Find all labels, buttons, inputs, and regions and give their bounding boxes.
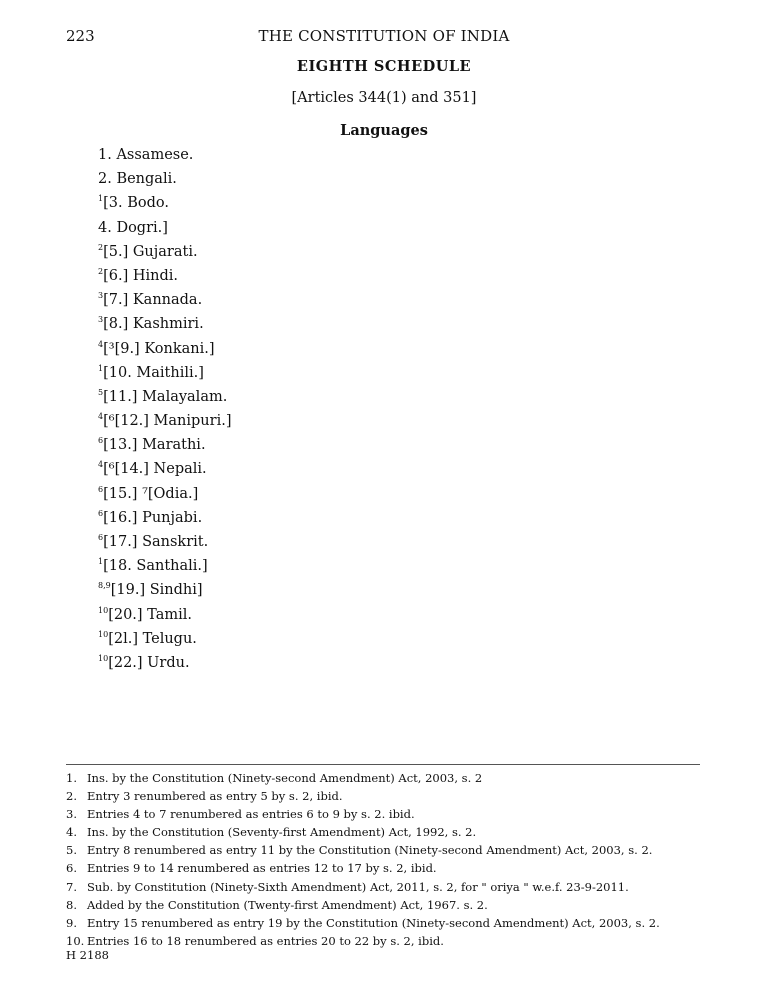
language-entry xyxy=(98,459,231,483)
footnote-mark: 2 xyxy=(98,266,104,276)
language-entry xyxy=(98,242,231,266)
language-text: [19.] Sindhi] xyxy=(110,582,203,599)
language-entry xyxy=(98,605,231,629)
language-entry xyxy=(98,193,231,217)
language-entry xyxy=(98,629,231,653)
language-entry xyxy=(98,145,231,169)
language-entry xyxy=(98,363,231,387)
language-text: 1. Assamese. xyxy=(98,147,194,163)
footnote-number: 6. xyxy=(66,861,77,876)
footnote-mark: 1 xyxy=(98,363,104,373)
language-entry xyxy=(98,290,231,314)
footnote-text: Sub. by Constitution (Ninety-Sixth Amendment) Act, 2011, s. 2, for " oriya " w.e.f. 23-9-2011. xyxy=(87,879,629,894)
language-text: [20.] Tamil. xyxy=(108,606,192,623)
language-text: [15.] ⁷[Odia.] xyxy=(103,485,199,502)
running-head: THE CONSTITUTION OF INDIA xyxy=(258,27,510,45)
footnote-number: 2. xyxy=(66,789,77,804)
footnote-mark: 6 xyxy=(98,508,104,518)
language-entry xyxy=(98,339,231,363)
footnote-text: Entry 3 renumbered as entry 5 by s. 2, ibid. xyxy=(87,789,343,804)
footnote-text: Entries 16 to 18 renumbered as entries 20 to 22 by s. 2, ibid. xyxy=(87,933,444,948)
footnotes-list xyxy=(66,770,706,951)
footnote xyxy=(66,806,706,824)
footnote xyxy=(66,897,706,915)
page-number: 223 xyxy=(66,27,95,45)
language-text: [22.] Urdu. xyxy=(108,654,190,671)
footnote-mark: 6 xyxy=(98,484,104,494)
footnote-mark: 8,9 xyxy=(98,581,111,591)
footnote-mark: 1 xyxy=(98,194,104,204)
footnote xyxy=(66,824,706,842)
language-text: [⁶[14.] Nepali. xyxy=(103,461,207,478)
document-code: H 2188 xyxy=(66,948,109,962)
footnote xyxy=(66,933,706,951)
language-text: [17.] Sanskrit. xyxy=(103,534,209,550)
language-text: [11.] Malayalam. xyxy=(103,388,228,405)
footnote-number: 9. xyxy=(66,915,77,930)
language-entry xyxy=(98,435,231,459)
language-entry xyxy=(98,218,231,242)
language-entry xyxy=(98,387,231,411)
language-text: [6.] Hindi. xyxy=(103,267,179,284)
language-text: 2. Bengali. xyxy=(98,171,177,188)
footnote-number: 10. xyxy=(66,933,85,948)
footnote-number: 5. xyxy=(66,843,77,858)
languages-list xyxy=(98,145,231,677)
footnote-text: Ins. by the Constitution (Ninety-second Amendment) Act, 2003, s. 2 xyxy=(87,771,483,785)
language-entry xyxy=(98,653,231,677)
language-text: [8.] Kashmiri. xyxy=(103,316,204,333)
footnote xyxy=(66,842,706,860)
footnote xyxy=(66,915,706,933)
language-text: [7.] Kannada. xyxy=(103,292,203,309)
language-text: [5.] Gujarati. xyxy=(103,243,198,260)
footnote-mark: 3 xyxy=(98,291,104,301)
footnote xyxy=(66,860,706,878)
footnote-mark: 1 xyxy=(98,557,104,567)
footnote xyxy=(66,770,706,788)
footnote-number: 4. xyxy=(66,825,77,840)
footnote-mark: 5 xyxy=(98,387,104,397)
footnote-text: Added by the Constitution (Twenty-first Amendment) Act, 1967. s. 2. xyxy=(87,897,488,912)
language-text: 4. Dogri.] xyxy=(98,219,168,236)
language-entry xyxy=(98,580,231,604)
language-entry xyxy=(98,532,231,556)
footnote-number: 8. xyxy=(66,897,77,912)
schedule-title: EIGHTH SCHEDULE xyxy=(296,58,472,75)
language-entry xyxy=(98,411,231,435)
language-entry xyxy=(98,266,231,290)
footnote-number: 7. xyxy=(66,879,77,894)
footnote-text: Entry 8 renumbered as entry 11 by the Constitution (Ninety-second Amendment) Act, 2003, s. 2. xyxy=(87,843,653,858)
language-text: [2l.] Telugu. xyxy=(108,630,197,647)
language-text: [13.] Marathi. xyxy=(103,437,206,454)
footnote-rule xyxy=(66,764,700,765)
footnote-mark: 6 xyxy=(98,436,104,446)
footnote-mark: 4 xyxy=(98,412,104,422)
footnote-mark: 4 xyxy=(98,460,104,470)
footnote xyxy=(66,879,706,897)
footnote-mark: 6 xyxy=(98,533,104,542)
footnote-text: Entry 15 renumbered as entry 19 by the Constitution (Ninety-second Amendment) Act, 2003, s. 2. xyxy=(87,915,660,930)
language-text: [16.] Punjabi. xyxy=(103,509,203,526)
footnote-number: 1. xyxy=(66,771,77,785)
footnote-mark: 2 xyxy=(98,242,104,252)
language-text: [3. Bodo. xyxy=(103,195,169,212)
language-entry xyxy=(98,508,231,532)
footnote-number: 3. xyxy=(66,807,77,822)
language-text: [18. Santhali.] xyxy=(103,558,208,575)
language-entry xyxy=(98,556,231,580)
footnote-mark: 10 xyxy=(98,629,109,639)
footnote-text: Entries 4 to 7 renumbered as entries 6 to 9 by s. 2. ibid. xyxy=(87,807,415,822)
footnote-mark: 10 xyxy=(98,653,109,663)
footnote-mark: 4 xyxy=(98,339,104,349)
language-entry xyxy=(98,169,231,193)
language-text: [10. Maithili.] xyxy=(103,364,204,381)
footnote xyxy=(66,788,706,806)
footnote-mark: 10 xyxy=(98,605,109,615)
articles-reference: [Articles 344(1) and 351] xyxy=(291,90,477,106)
language-entry xyxy=(98,314,231,338)
footnote-mark: 3 xyxy=(98,315,104,325)
language-text: [⁶[12.] Manipuri.] xyxy=(103,413,232,430)
language-text: [³[9.] Konkani.] xyxy=(103,340,215,357)
footnote-text: Entries 9 to 14 renumbered as entries 12 to 17 by s. 2, ibid. xyxy=(87,861,437,876)
footnote-text: Ins. by the Constitution (Seventy-first Amendment) Act, 1992, s. 2. xyxy=(87,825,477,840)
language-entry xyxy=(98,484,231,508)
section-title: Languages xyxy=(340,122,428,139)
